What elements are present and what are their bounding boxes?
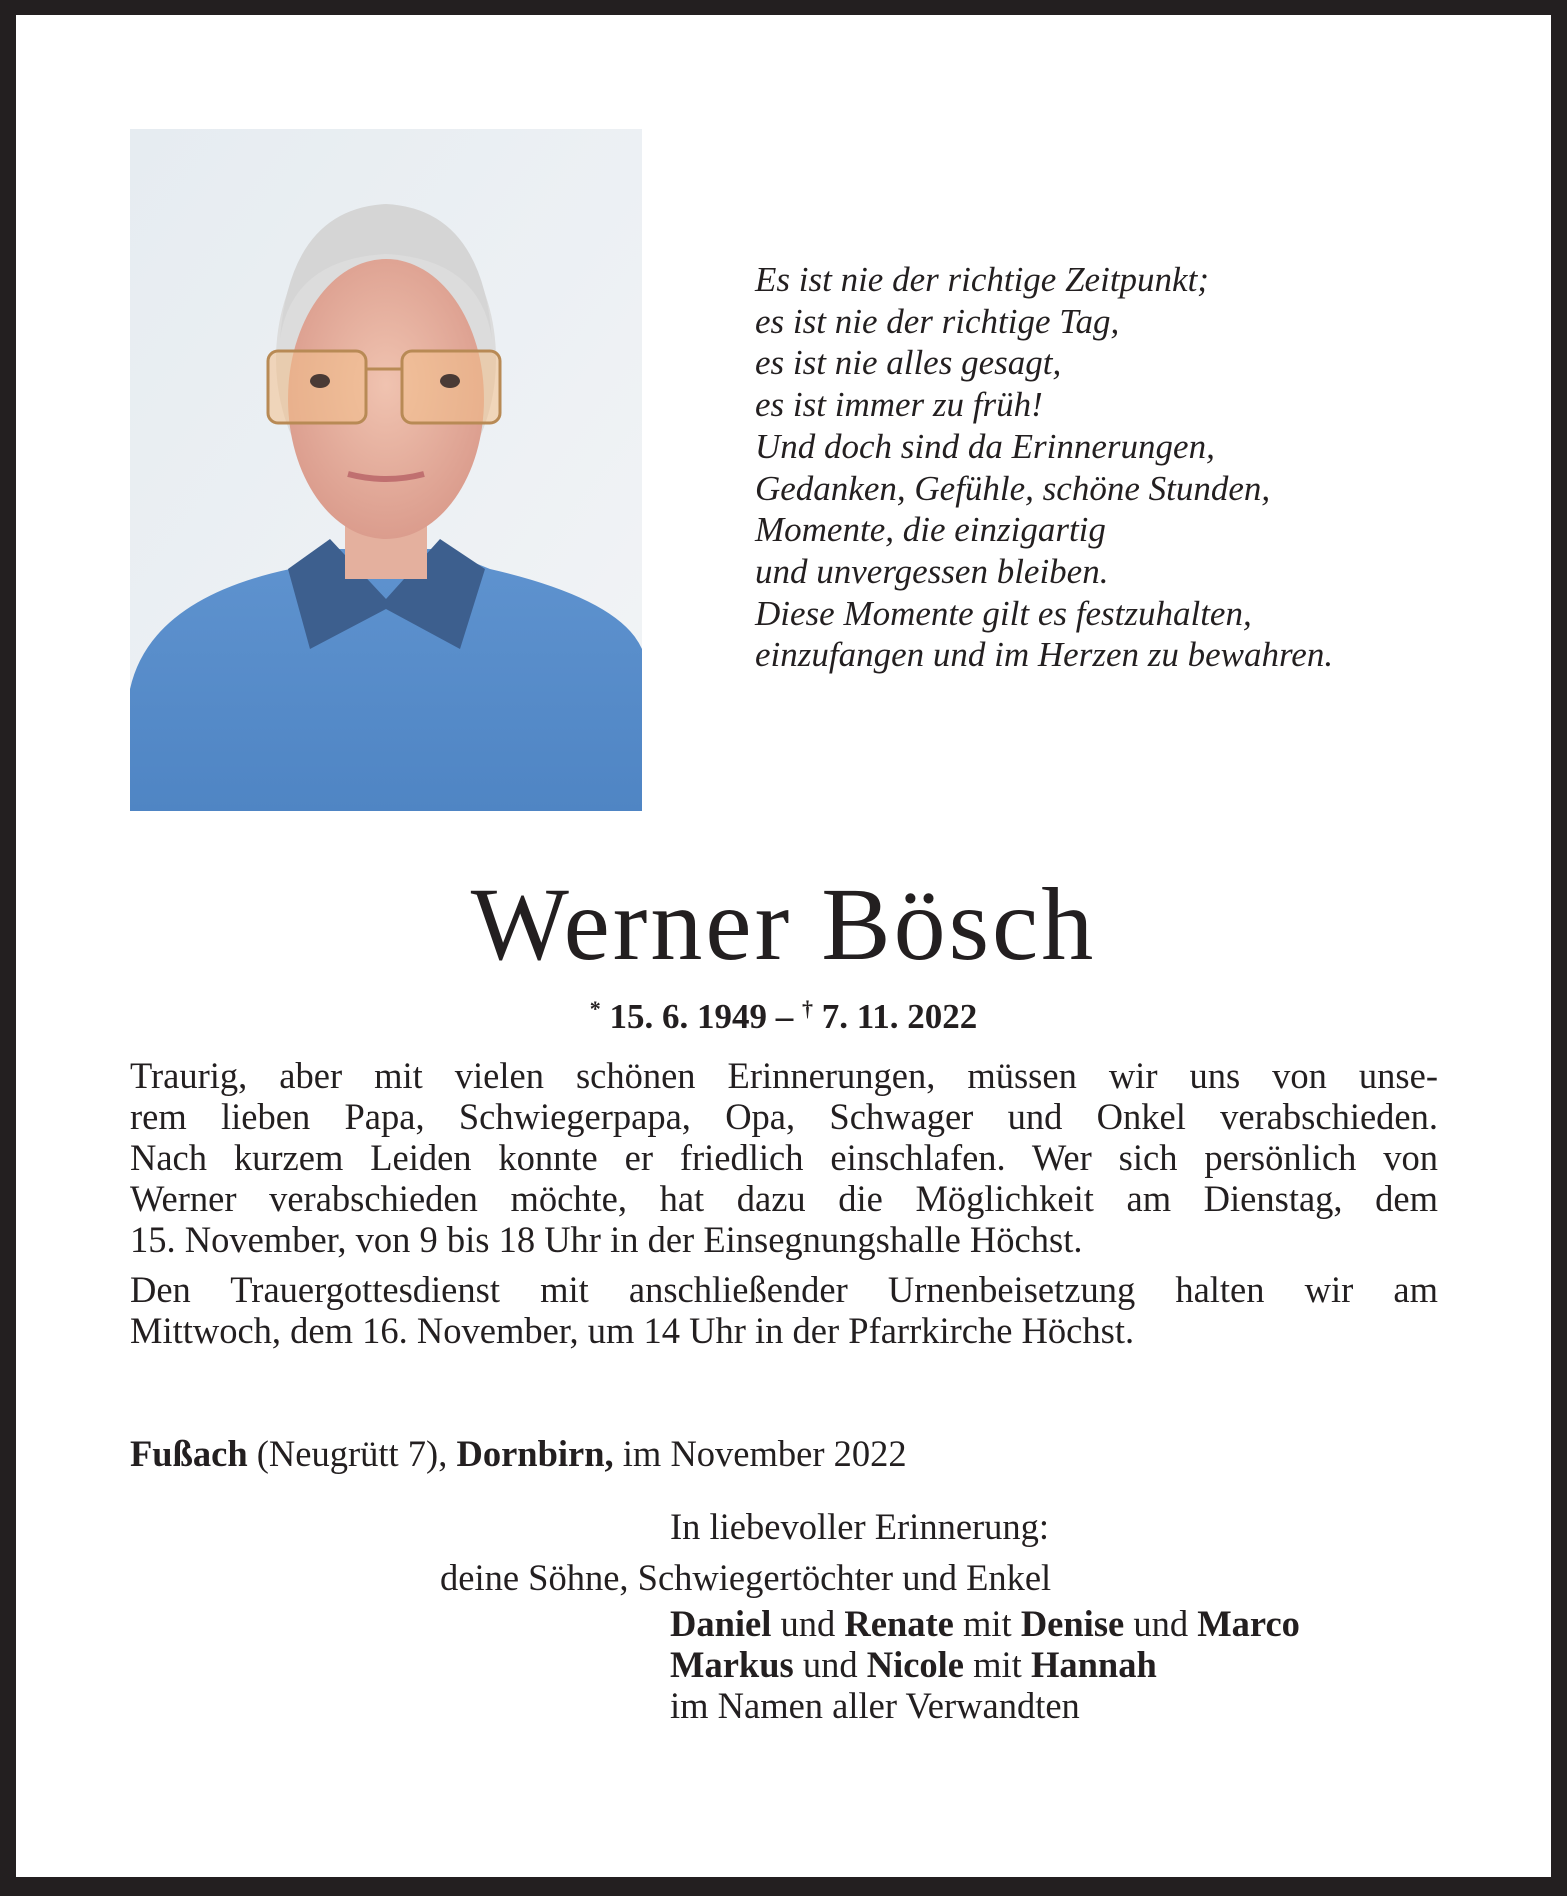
family-name: Nicole [866, 1644, 965, 1685]
poem-line: Es ist nie der richtige Zeitpunkt; [755, 260, 1209, 299]
text-line: Mittwoch, dem 16. November, um 14 Uhr in der Pfarrkirche Höchst. [130, 1310, 1135, 1351]
family-line-2 [670, 1644, 1157, 1685]
poem-line: Diese Momente gilt es festzuhalten, [755, 593, 1252, 633]
connector: mit [953, 1603, 1021, 1644]
relatives-line [440, 1557, 1051, 1598]
connector: und [793, 1644, 867, 1685]
town-fussach: Fußach [130, 1433, 248, 1474]
family-name: Marco [1197, 1603, 1300, 1644]
poem [755, 259, 1333, 676]
birth-symbol: * [589, 996, 601, 1021]
poem-line: Momente, die einzigartig [755, 510, 1106, 550]
signature-intro: In liebevoller Erinnerung: [670, 1506, 1050, 1547]
text-line: Traurig, aber mit vielen schönen Erinnerungen, müssen wir uns von unse- [130, 1055, 1438, 1096]
poem-line: es ist nie alles gesagt, [755, 343, 1062, 383]
poem-line: einzufangen und im Herzen zu bewahren. [755, 635, 1334, 675]
poem-line: Gedanken, Gefühle, schöne Stunden, [755, 468, 1271, 508]
town-dornbirn: Dornbirn, [456, 1433, 614, 1474]
text-line: Werner verabschieden möchte, hat dazu die Möglichkeit am Dienstag, dem [130, 1178, 1438, 1219]
connector: mit [964, 1644, 1031, 1685]
family-line-1 [670, 1603, 1300, 1644]
relatives-prefix: deine Söhne, [440, 1557, 638, 1598]
connector: und [771, 1603, 845, 1644]
family-name: Renate [844, 1603, 954, 1644]
poem-line: es ist nie der richtige Tag, [755, 301, 1120, 341]
connector: und [1124, 1603, 1198, 1644]
text-line: rem lieben Papa, Schwiegerpapa, Opa, Schwager und Onkel verabschieden. [130, 1096, 1438, 1137]
poem-line: und unvergessen bleiben. [755, 551, 1109, 591]
family-name: Denise [1020, 1603, 1125, 1644]
text-line: Nach kurzem Leiden konnte er friedlich einschlafen. Wer sich persönlich von [130, 1137, 1438, 1178]
death-symbol: † [801, 996, 813, 1021]
life-dates [16, 987, 1551, 1039]
place-and-date [130, 1433, 907, 1474]
text-line: 15. November, von 9 bis 18 Uhr in der Einsegnungshalle Höchst. [130, 1219, 1083, 1260]
date-separator: – [766, 997, 802, 1036]
paragraph [130, 1269, 1438, 1351]
announcement-text [130, 1055, 1438, 1360]
obituary-page [16, 15, 1551, 1877]
month-year: im November 2022 [613, 1433, 907, 1474]
signature-closing: im Namen aller Verwandten [670, 1685, 1080, 1726]
deceased-name: Werner Bösch [470, 867, 1097, 982]
family-name: Markus [670, 1644, 794, 1685]
poem-line: es ist immer zu früh! [755, 385, 1043, 425]
address: (Neugrütt 7), [247, 1433, 457, 1474]
death-date: 7. 11. 2022 [821, 997, 978, 1036]
birth-date: 15. 6. 1949 [609, 997, 767, 1036]
family-name: Hannah [1030, 1644, 1157, 1685]
portrait-photo [130, 129, 642, 811]
family-name: Daniel [670, 1603, 772, 1644]
paragraph [130, 1055, 1438, 1260]
text-line: Den Trauergottesdienst mit anschließender Urnenbeisetzung halten wir am [130, 1269, 1438, 1310]
relatives: Schwiegertöchter und Enkel [637, 1557, 1052, 1598]
poem-line: Und doch sind da Erinnerungen, [755, 426, 1215, 466]
